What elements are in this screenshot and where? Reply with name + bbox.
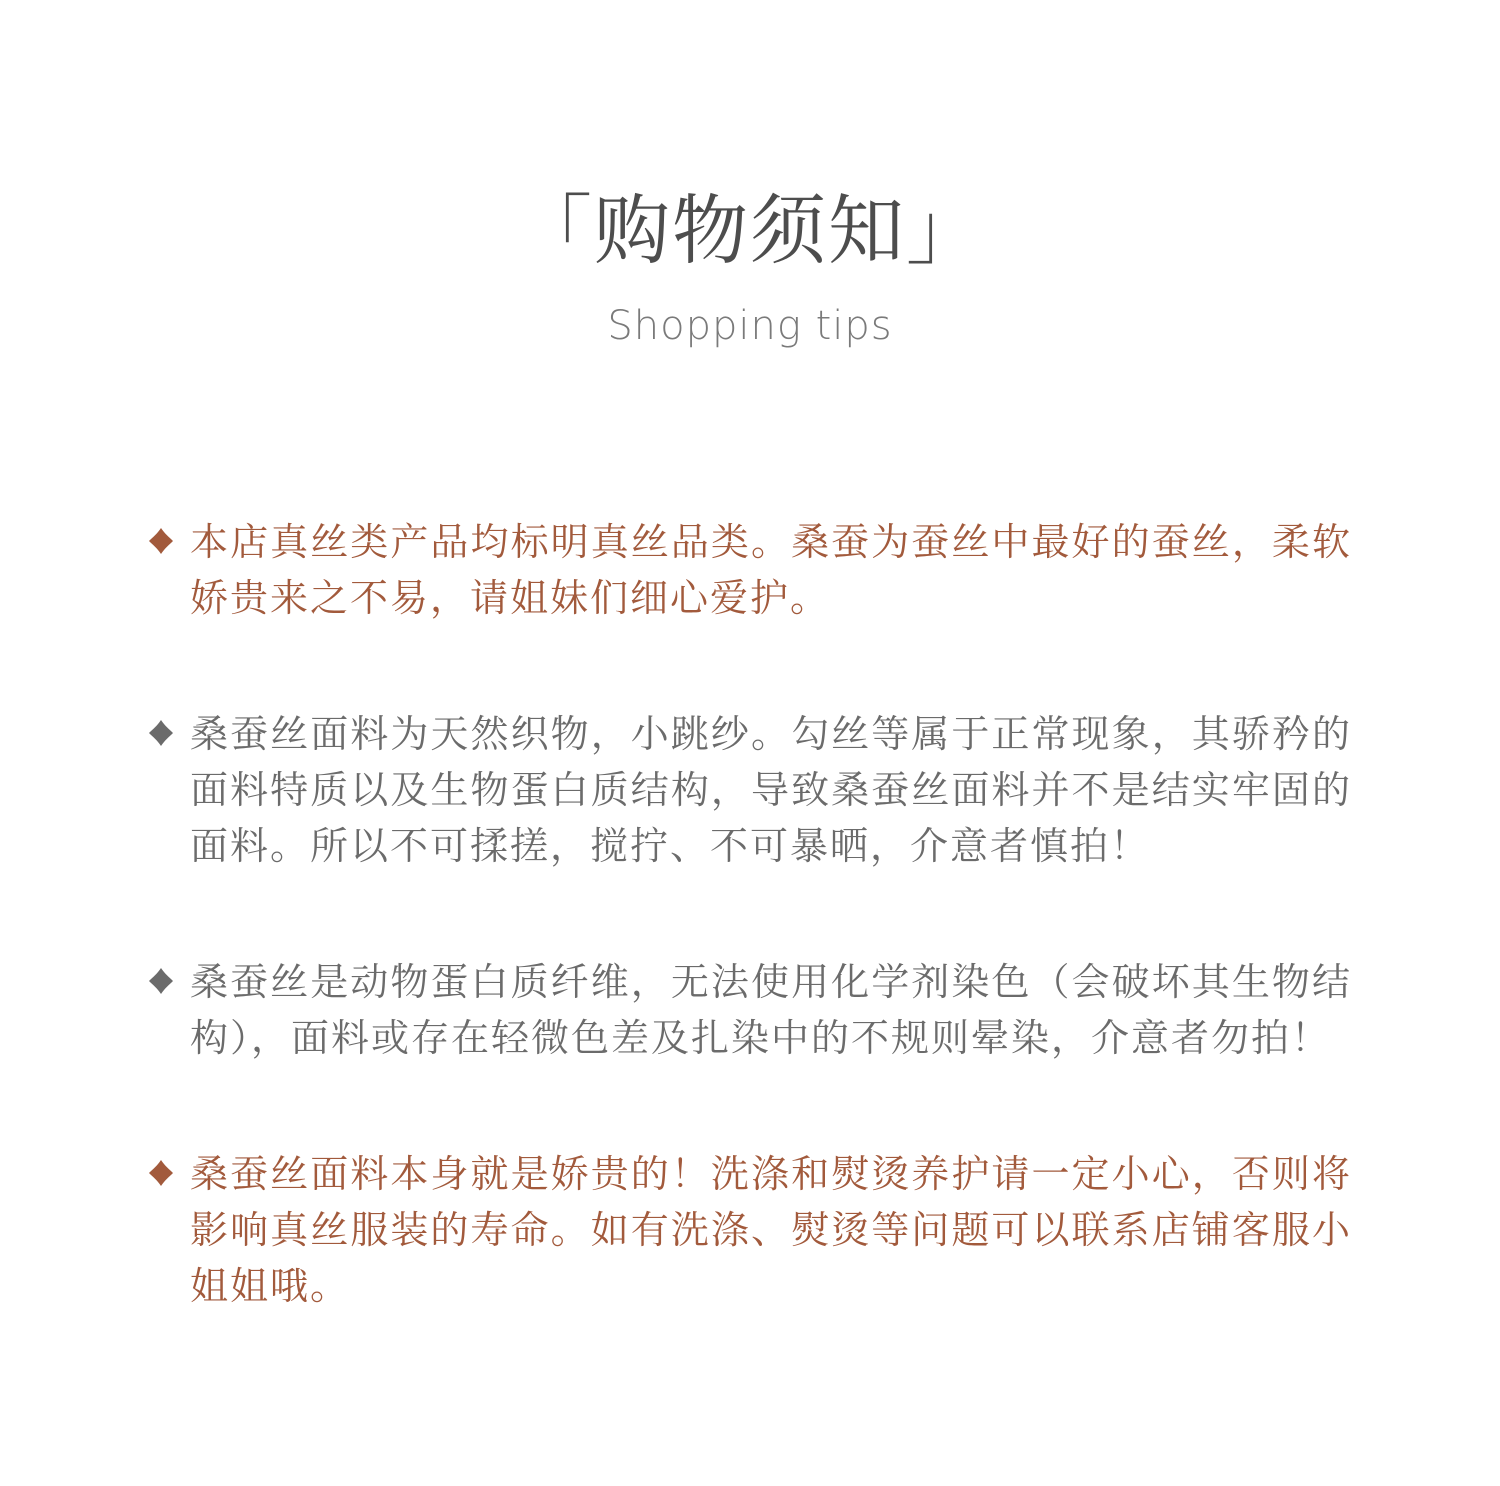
- tip-item: [148, 514, 1352, 626]
- tip-text: 本店真丝类产品均标明真丝品类。桑蚕为蚕丝中最好的蚕丝，柔软娇贵来之不易，请姐妹们细心爱护。: [190, 520, 1352, 620]
- page-title: 「购物须知」: [516, 186, 984, 275]
- diamond-bullet-icon: [148, 526, 174, 556]
- tip-item: [148, 954, 1352, 1066]
- page-subtitle: Shopping tips: [607, 303, 893, 349]
- header: [0, 186, 1500, 350]
- diamond-bullet-icon: [148, 966, 174, 996]
- diamond-bullet-icon: [148, 1158, 174, 1188]
- tip-item: [148, 1146, 1352, 1314]
- tips-list: [148, 514, 1352, 1314]
- tip-text: 桑蚕丝面料本身就是娇贵的！洗涤和熨烫养护请一定小心，否则将影响真丝服装的寿命。如有洗涤、熨烫等问题可以联系店铺客服小姐姐哦。: [190, 1152, 1352, 1308]
- diamond-bullet-icon: [148, 718, 174, 748]
- tip-text: 桑蚕丝面料为天然织物，小跳纱。勾丝等属于正常现象，其骄矜的面料特质以及生物蛋白质结构，导致桑蚕丝面料并不是结实牢固的面料。所以不可揉搓，搅拧、不可暴晒，介意者慎拍！: [190, 712, 1352, 868]
- tip-item: [148, 706, 1352, 874]
- tip-text: 桑蚕丝是动物蛋白质纤维，无法使用化学剂染色（会破坏其生物结构），面料或存在轻微色差及扎染中的不规则晕染，介意者勿拍！: [190, 960, 1352, 1060]
